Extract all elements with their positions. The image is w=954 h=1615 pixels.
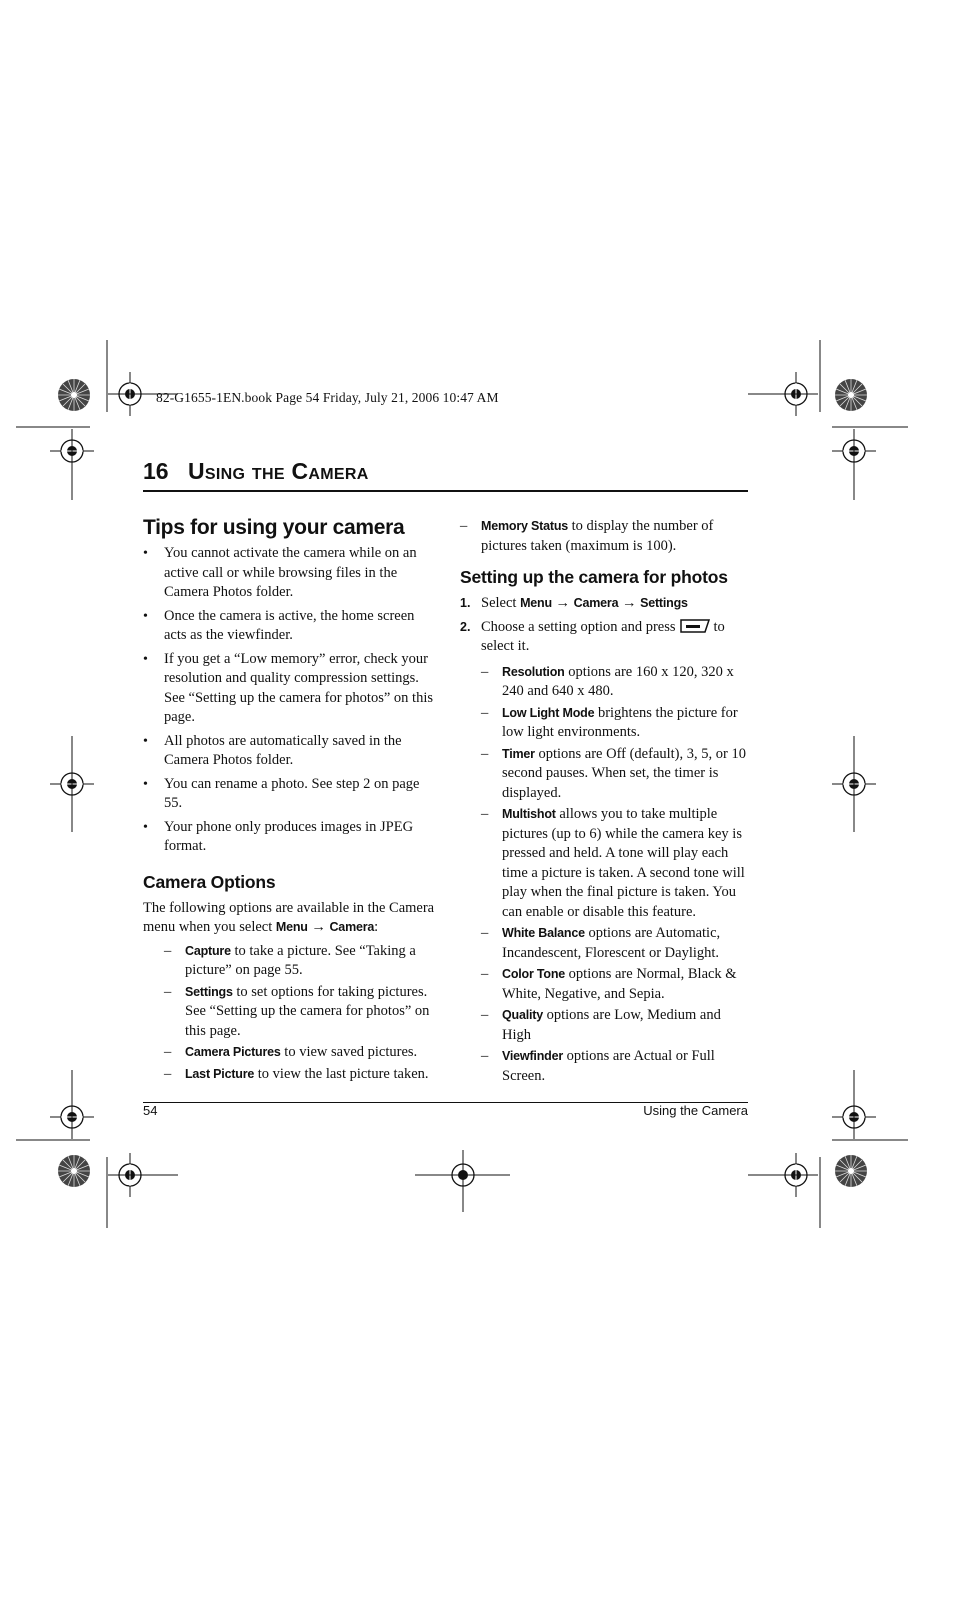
camera-options-intro: The following options are available in the Camera menu when you select Menu → Camera: [143, 899, 435, 935]
list-item: • You cannot activate the camera while on an active call or while browsing files in the Camera Photos folder. [143, 544, 435, 603]
list-item: • All photos are automatically saved in the Camera Photos folder. [143, 732, 435, 771]
list-item: • If you get a “Low memory” error, check your resolution and quality compression settings. See “Setting up the camera for photos” on this page. [143, 650, 435, 728]
list-item: – Color Tone options are Normal, Black & White, Negative, and Sepia. [481, 965, 752, 1004]
chapter-number: 16 [143, 458, 169, 484]
footer-section-title: Using the Camera [643, 1103, 748, 1118]
list-item: – Memory Status to display the number of pictures taken (maximum is 100). [460, 517, 752, 556]
left-column [143, 514, 435, 1086]
camera-options-list-continued [460, 517, 752, 556]
list-item: • You can rename a photo. See step 2 on page 55. [143, 775, 435, 814]
list-item: – Last Picture to view the last picture taken. [164, 1065, 435, 1085]
list-item: – White Balance options are Automatic, Incandescent, Florescent or Daylight. [481, 924, 752, 963]
list-item: • Your phone only produces images in JPEG format. [143, 818, 435, 857]
book-header: 82-G1655-1EN.book Page 54 Friday, July 21, 2006 10:47 AM [156, 390, 499, 405]
step-item: 2. Choose a setting option and press to select it. – Resolution options are 160 x 120, 320 x 240 and 640 x 480. – Low Light Mode brightens the picture for low light environments. – Timer options are Off (default), 3, 5, or 10 second pauses. When set, the timer is displayed. – Multishot allows you to take multiple pictures (up to 6) while the camera key is pressed and held. A tone will play each time a picture is taken. A second tone will play when the final picture is taken. You can enable or disable this feature. – White Balance options are Automatic, Incandescent, Florescent or Daylight. – Color Tone options are Normal, Black & White, Negative, and Sepia. – Quality options are Low, Medium and High – Viewfinder options are Actual or Full Screen. [460, 618, 752, 1087]
tips-heading: Tips for using your camera [143, 516, 405, 539]
chapter-heading [143, 456, 748, 492]
list-item: – Timer options are Off (default), 3, 5, or 10 second pauses. When set, the timer is displayed. [481, 745, 752, 804]
list-item: – Low Light Mode brightens the picture for low light environments. [481, 704, 752, 743]
chapter-title: Using the Camera [188, 458, 369, 484]
camera-options-list [143, 942, 435, 1085]
list-item: – Multishot allows you to take multiple pictures (up to 6) while the camera key is pressed and held. A tone will play each time a picture is taken. A second tone will play when the final picture is taken. You can enable or disable this feature. [481, 805, 752, 922]
list-item: – Quality options are Low, Medium and High [481, 1006, 752, 1045]
page-number: 54 [143, 1103, 158, 1118]
left-softkey-icon [680, 619, 710, 633]
tips-list [143, 544, 435, 857]
camera-options-heading: Camera Options [143, 871, 276, 892]
setup-heading: Setting up the camera for photos [460, 567, 728, 587]
list-item: – Capture to take a picture. See “Taking a picture” on page 55. [164, 942, 435, 981]
step-item: 1. Select Menu → Camera → Settings [460, 595, 688, 611]
list-item: • Once the camera is active, the home screen acts as the viewfinder. [143, 607, 435, 646]
list-item: – Settings to set options for taking pictures. See “Setting up the camera for photos” on this page. [164, 983, 435, 1042]
list-item: – Camera Pictures to view saved pictures. [164, 1043, 435, 1063]
setup-steps [460, 594, 752, 1086]
right-column [460, 514, 752, 1090]
list-item: – Viewfinder options are Actual or Full Screen. [481, 1047, 752, 1086]
page-footer [143, 1102, 748, 1118]
list-item: – Resolution options are 160 x 120, 320 x 240 and 640 x 480. [481, 663, 752, 702]
setting-options-list [481, 663, 752, 1087]
